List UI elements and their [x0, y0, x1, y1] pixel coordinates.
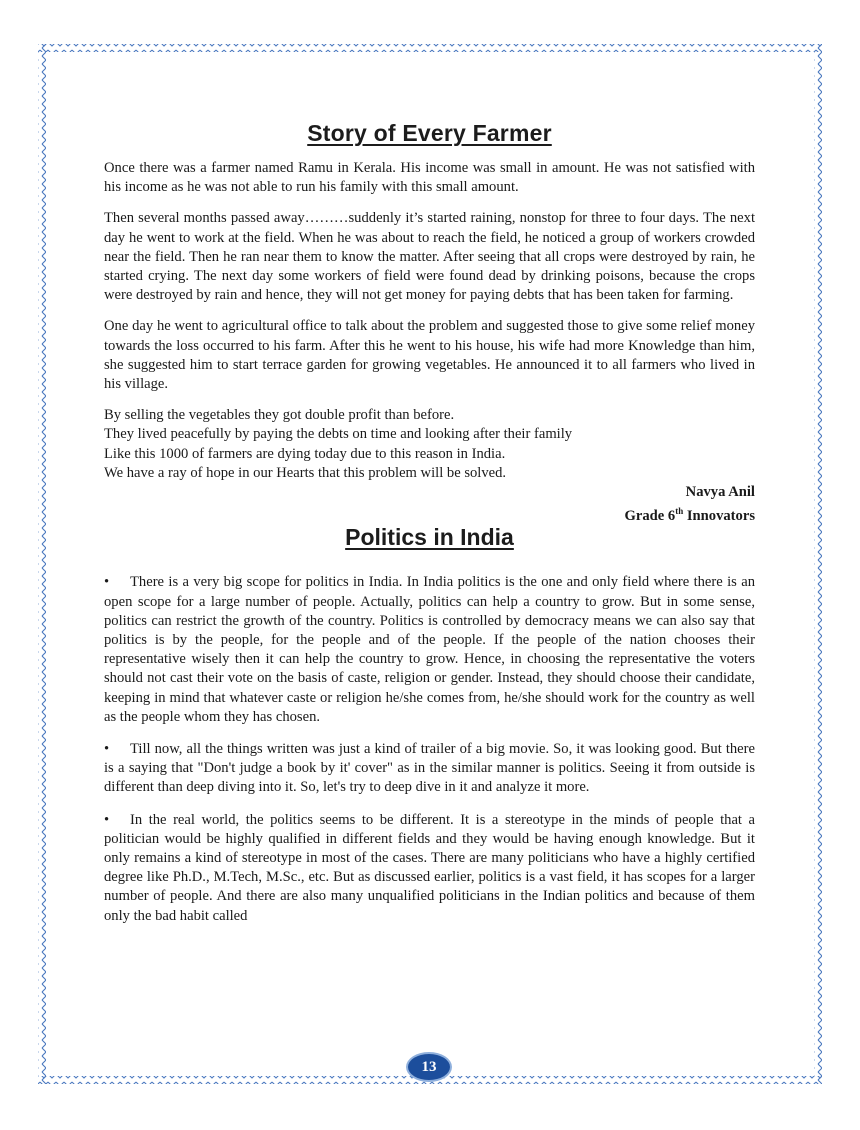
author-grade	[104, 502, 755, 526]
story-line: By selling the vegetables they got double profit than before.	[104, 407, 455, 424]
politics-bullet-text: There is a very big scope for politics in India. In India politics is the one and only field where there is an open scope for a large number of people. Actually, politics can help a country to grow. But in some sense, politics can restrict the growth of the country. Politics is controlled by democracy means we can also say that politics is by the people, for the people and of the people. If the people of the nation chooses their representative wisely then it can help the country to grow. Hence, in choosing the representative the voters should not cast their vote on the basis of caste, religion or gender. Instead, they should choose their candidate, keeping in mind that whatever caste or religion he/she comes from, he/she should work for the country as well as the people whom they has chosen.	[104, 574, 755, 725]
bullet-marker	[104, 741, 130, 757]
story-line: We have a ray of hope in our Hearts that this problem will be solved.	[104, 464, 507, 481]
page-number-badge: 13	[406, 1052, 452, 1082]
politics-title: Politics in India	[345, 524, 514, 551]
story-paragraph: Then several months passed away………suddenly it’s started raining, nonstop for three to four days. The next day he went to work at the field. When he was about to reach the field, he noticed a group of workers crowded near the field. Then he ran near them to know the matter. After seeing that all crops were destroyed by rain, he started crying. The next day some workers of field were found dead by drinking poisons, because the crops were destroyed by rain and hence, they will not get money for paying debts that has been taken for farming.	[104, 210, 755, 304]
story-paragraph: Once there was a farmer named Ramu in Kerala. His income was small in amount. He was not satisfied with his income as he was not able to run his family with this small amount.	[104, 160, 755, 196]
story-line: They lived peacefully by paying the debts on time and looking after their family	[104, 426, 573, 443]
bullet-marker	[104, 812, 130, 828]
grade-prefix: Grade 6	[624, 508, 676, 525]
grade-superscript: th	[675, 506, 684, 517]
story-title: Story of Every Farmer	[307, 120, 552, 146]
politics-bullet	[104, 811, 755, 926]
grade-suffix: Innovators	[683, 508, 755, 525]
politics-bullet-text: Till now, all the things written was just a kind of trailer of a big movie. So, it was looking good. But there is a saying that "Don't judge a book by it' cover" as in the similar manner is politics. Seeing it from outside is different than deep diving into it. So, let's try to deep dive in it and analyze it more.	[104, 740, 755, 796]
story-closing-lines	[104, 406, 755, 483]
politics-bullet	[104, 740, 755, 798]
page-content	[104, 108, 755, 939]
author-name: Navya Anil	[685, 484, 755, 501]
bullet-marker	[104, 574, 130, 590]
story-line: Like this 1000 of farmers are dying today due to this reason in India.	[104, 445, 506, 462]
politics-bullet-text: In the real world, the politics seems to be different. It is a stereotype in the minds of people that a politician would be highly qualified in different fields and they would be having enough knowledge. But it only remains a kind of stereotype in most of the cases. There are many politicians who have a highly certified degree like Ph.D., M.Tech, M.Sc., etc. But as discussed earlier, politics is a vast field, it has scopes for a larger number of people. And there are also many unqualified politicians in the Indian politics and because of them only the bad habit called	[104, 811, 755, 924]
politics-bullet	[104, 573, 755, 727]
story-paragraph: One day he went to agricultural office to talk about the problem and suggested those to give some relief money towards the loss occurred to his farm. After this he went to his house, his wife had more Knowledge than him, she suggested him to start terrace garden for growing vegetables. He announced it to all farmers who lived in his village.	[104, 318, 755, 393]
